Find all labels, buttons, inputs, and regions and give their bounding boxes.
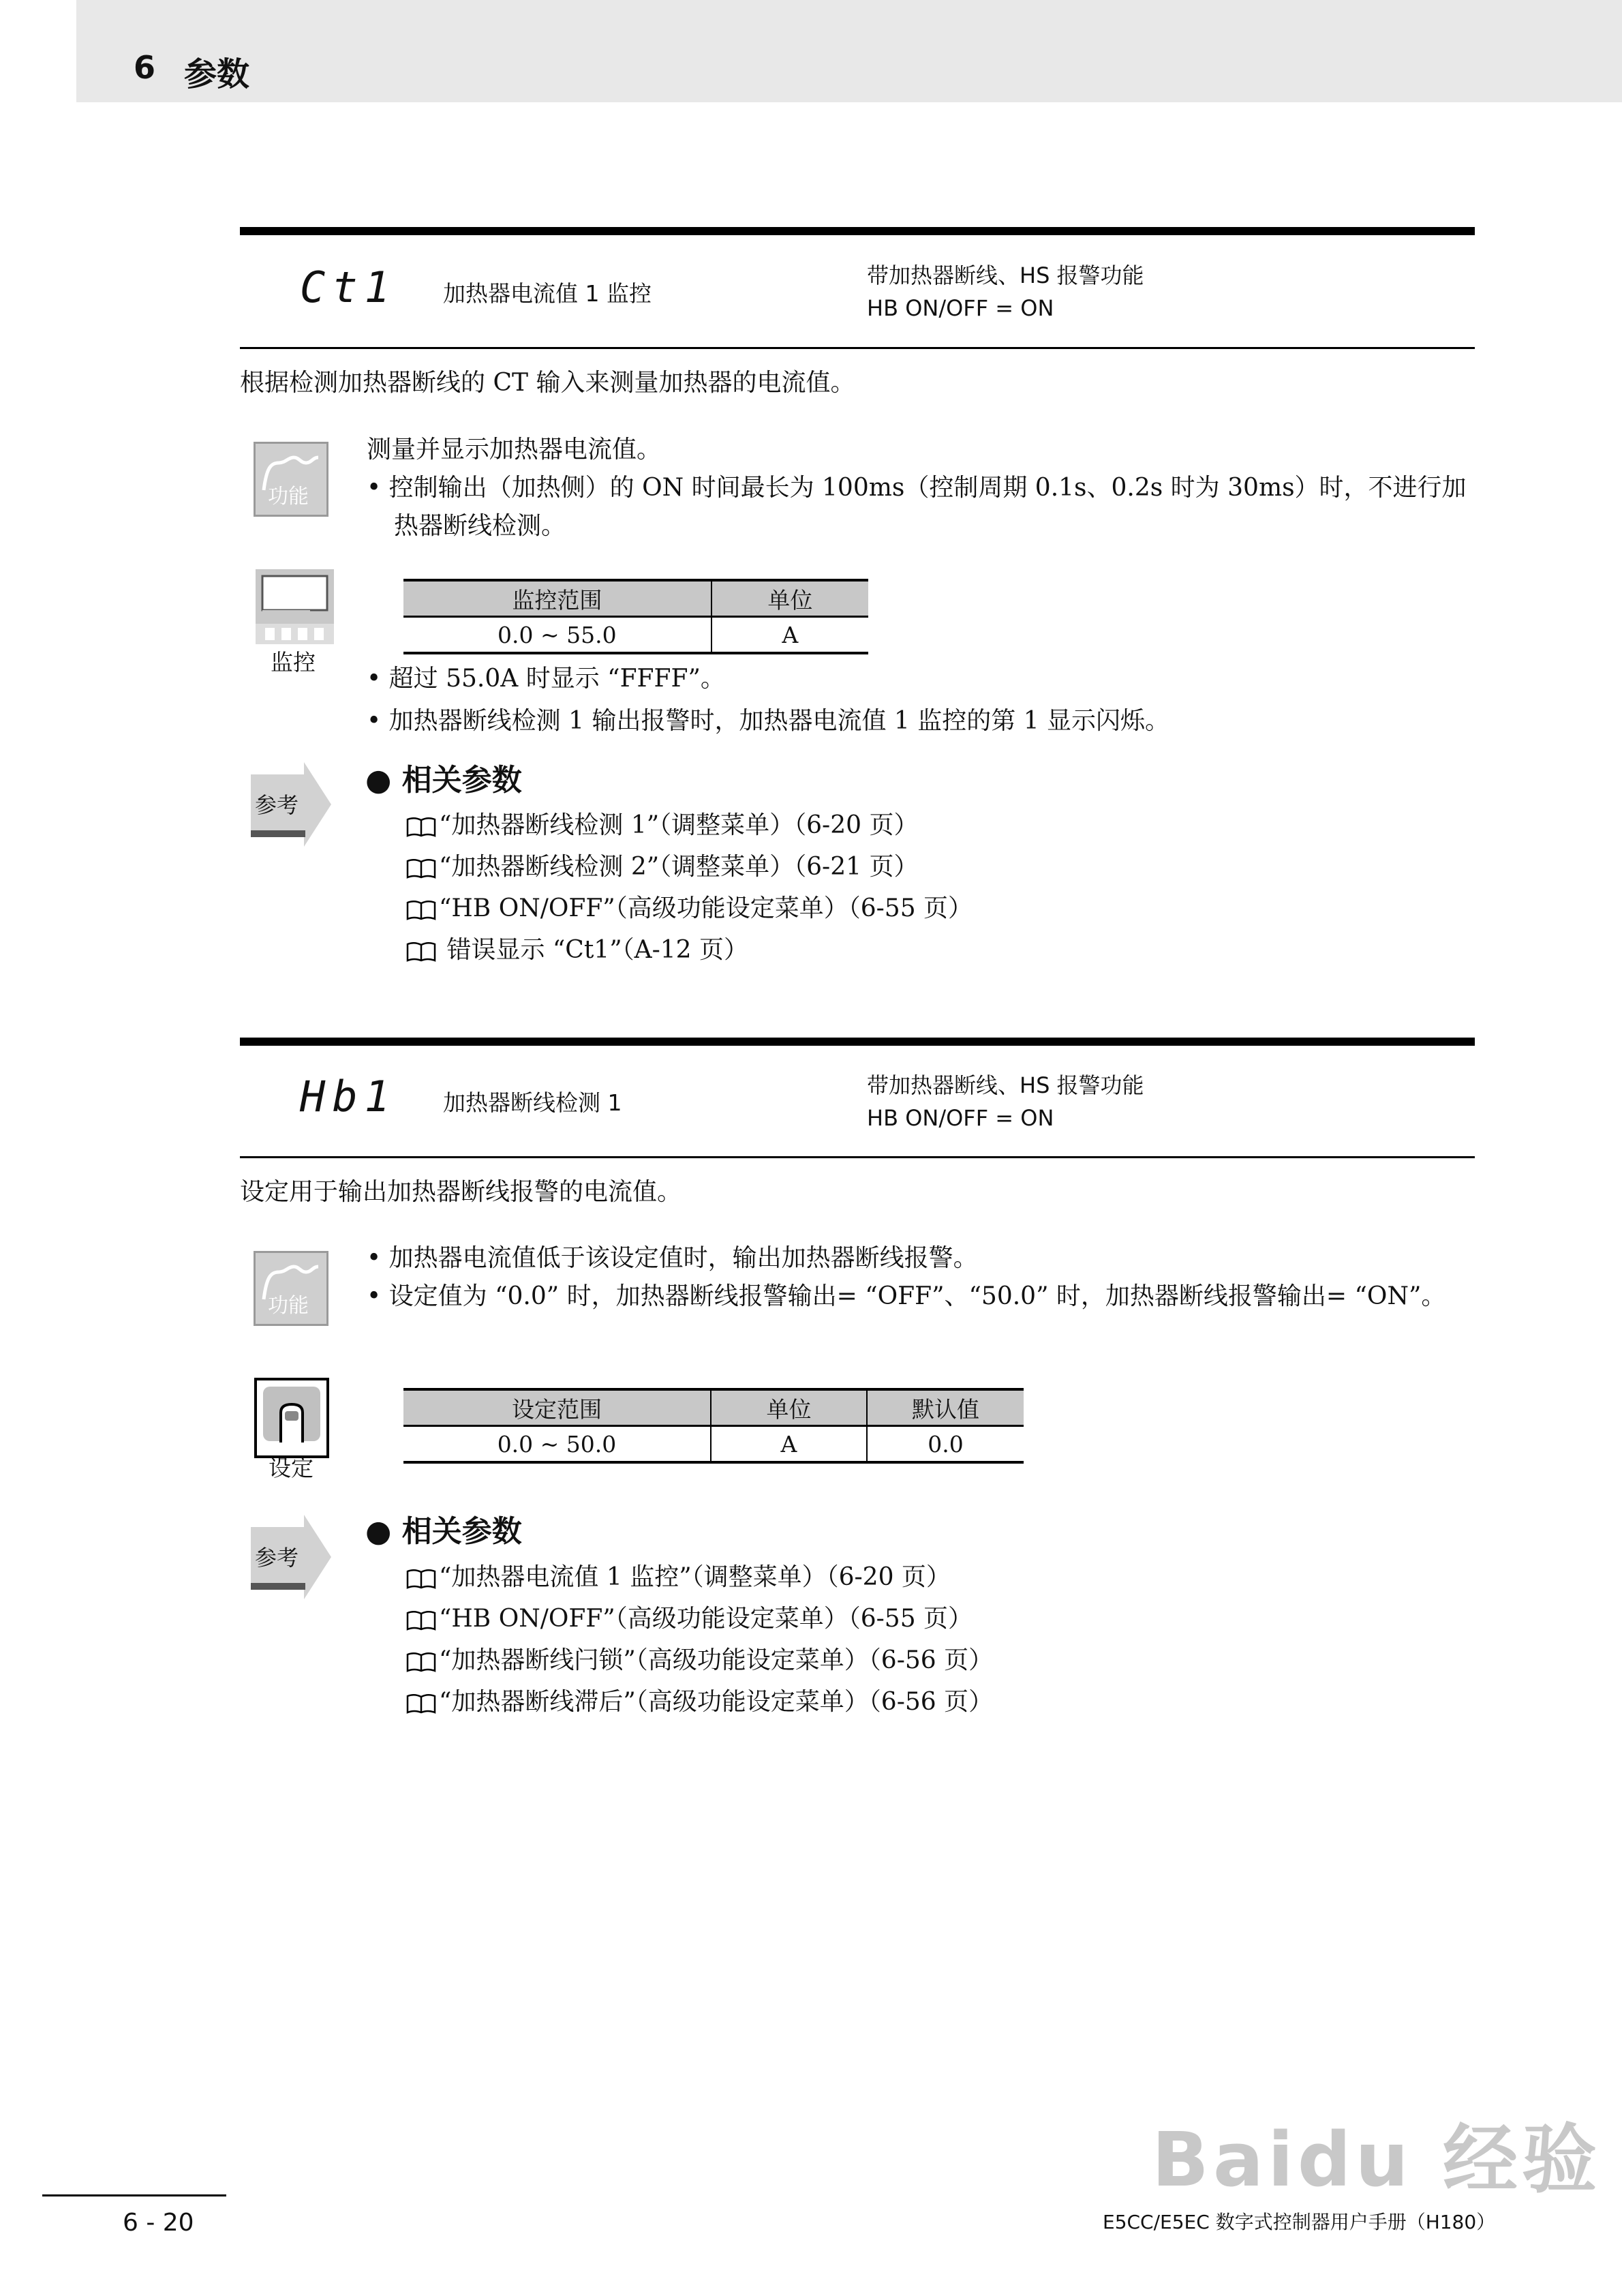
condition-line-1: 带加热器断线、HS 报警功能	[867, 1072, 1144, 1098]
table-header: 默认值	[867, 1389, 1024, 1426]
related-param-link[interactable]: “HB ON/OFF”（高级功能设定菜单）（6-55 页）	[406, 888, 1469, 929]
related-param-link[interactable]: “加热器断线滞后”（高级功能设定菜单）（6-56 页）	[406, 1681, 1469, 1723]
page-header-band	[76, 0, 1622, 102]
related-params-title: 相关参数	[401, 1514, 522, 1549]
parameter-name: 加热器断线检测 1	[443, 1089, 622, 1116]
function-description	[367, 431, 1478, 545]
table-header: 监控范围	[403, 580, 711, 617]
book-icon	[406, 817, 436, 837]
function-icon-label: 功能	[268, 485, 309, 509]
book-icon	[406, 858, 436, 879]
table-cell: 0.0	[867, 1426, 1024, 1463]
setting-icon	[254, 1377, 330, 1459]
chapter-number: 6	[134, 49, 156, 86]
function-line: • 控制输出（加热侧）的 ON 时间最长为 100ms（控制周期 0.1s、0.2s 时为 30ms）时，不进行加热器断线检测。	[367, 474, 1467, 540]
page-number: 6 - 20	[123, 2209, 194, 2237]
section-top-rule	[240, 1038, 1475, 1046]
table-cell: A	[711, 1426, 867, 1463]
parameter-name: 加热器电流值 1 监控	[443, 280, 652, 307]
reference-icon	[251, 1515, 333, 1607]
related-params-heading: ● 相关参数	[365, 1514, 522, 1549]
parameter-code: Hb1	[300, 1072, 397, 1121]
related-param-link[interactable]: “加热器断线闩锁”（高级功能设定菜单）（6-56 页）	[406, 1640, 1469, 1681]
reference-icon-label: 参考	[255, 792, 299, 818]
setting-range-table	[403, 1388, 1024, 1464]
book-icon	[406, 1652, 436, 1672]
monitor-icon	[256, 569, 334, 644]
function-line: • 加热器电流值低于该设定值时，输出加热器断线报警。	[367, 1244, 978, 1272]
note-line: • 加热器断线检测 1 输出报警时，加热器电流值 1 监控的第 1 显示闪烁。	[367, 707, 1170, 735]
related-params-list	[406, 804, 1469, 971]
book-icon	[406, 1569, 436, 1589]
related-param-link[interactable]: “加热器断线检测 2”（调整菜单）（6-21 页）	[406, 846, 1469, 888]
function-icon	[254, 1251, 328, 1326]
section-top-rule	[240, 227, 1475, 235]
monitor-icon-label: 监控	[271, 649, 316, 676]
reference-icon	[251, 762, 333, 854]
related-param-link[interactable]: 错误显示 “Ct1”（A-12 页）	[406, 929, 1469, 971]
table-header: 设定范围	[403, 1389, 711, 1426]
function-icon	[254, 442, 328, 517]
parameter-code: Ct1	[300, 262, 397, 312]
book-icon	[406, 900, 436, 920]
book-icon	[406, 941, 436, 962]
table-header: 单位	[711, 580, 868, 617]
related-params-list	[406, 1556, 1469, 1723]
condition-line-2: HB ON/OFF = ON	[867, 295, 1054, 321]
related-param-link[interactable]: “加热器断线检测 1”（调整菜单）（6-20 页）	[406, 804, 1469, 846]
function-description	[367, 1239, 1478, 1316]
table-header: 单位	[711, 1389, 867, 1426]
setting-icon-label: 设定	[269, 1455, 313, 1481]
function-line: 测量并显示加热器电流值。	[367, 436, 662, 464]
chapter-title: 参数	[184, 55, 250, 93]
monitor-notes	[367, 660, 1478, 740]
section-head-rule	[240, 347, 1475, 349]
footer-book-title: E5CC/E5EC 数字式控制器用户手册（H180）	[1103, 2211, 1496, 2233]
related-param-link[interactable]: “HB ON/OFF”（高级功能设定菜单）（6-55 页）	[406, 1598, 1469, 1640]
footer-rule	[42, 2194, 226, 2196]
related-param-link[interactable]: “加热器电流值 1 监控”（调整菜单）（6-20 页）	[406, 1556, 1469, 1598]
table-cell: 0.0 ~ 55.0	[403, 617, 711, 654]
section-intro: 设定用于输出加热器断线报警的电流值。	[240, 1178, 682, 1206]
note-line: • 超过 55.0A 时显示 “FFFF”。	[367, 665, 725, 693]
condition-line-1: 带加热器断线、HS 报警功能	[867, 262, 1144, 288]
condition-line-2: HB ON/OFF = ON	[867, 1105, 1054, 1131]
section-intro: 根据检测加热器断线的 CT 输入来测量加热器的电流值。	[240, 369, 855, 397]
table-cell: 0.0 ~ 50.0	[403, 1426, 711, 1463]
related-params-title: 相关参数	[401, 763, 522, 798]
related-params-heading: ● 相关参数	[365, 763, 522, 798]
section-head-rule	[240, 1156, 1475, 1158]
book-icon	[406, 1610, 436, 1631]
function-icon-label: 功能	[268, 1294, 309, 1318]
reference-icon-label: 参考	[255, 1545, 299, 1571]
book-icon	[406, 1693, 436, 1714]
table-cell: A	[711, 617, 868, 654]
function-line: • 设定值为 “0.0” 时，加热器断线报警输出= “OFF”、“50.0” 时，加热器断线报警输出= “ON”。	[367, 1282, 1446, 1310]
monitor-range-table	[403, 579, 868, 654]
watermark: Baidu 经验	[1152, 2116, 1602, 2203]
